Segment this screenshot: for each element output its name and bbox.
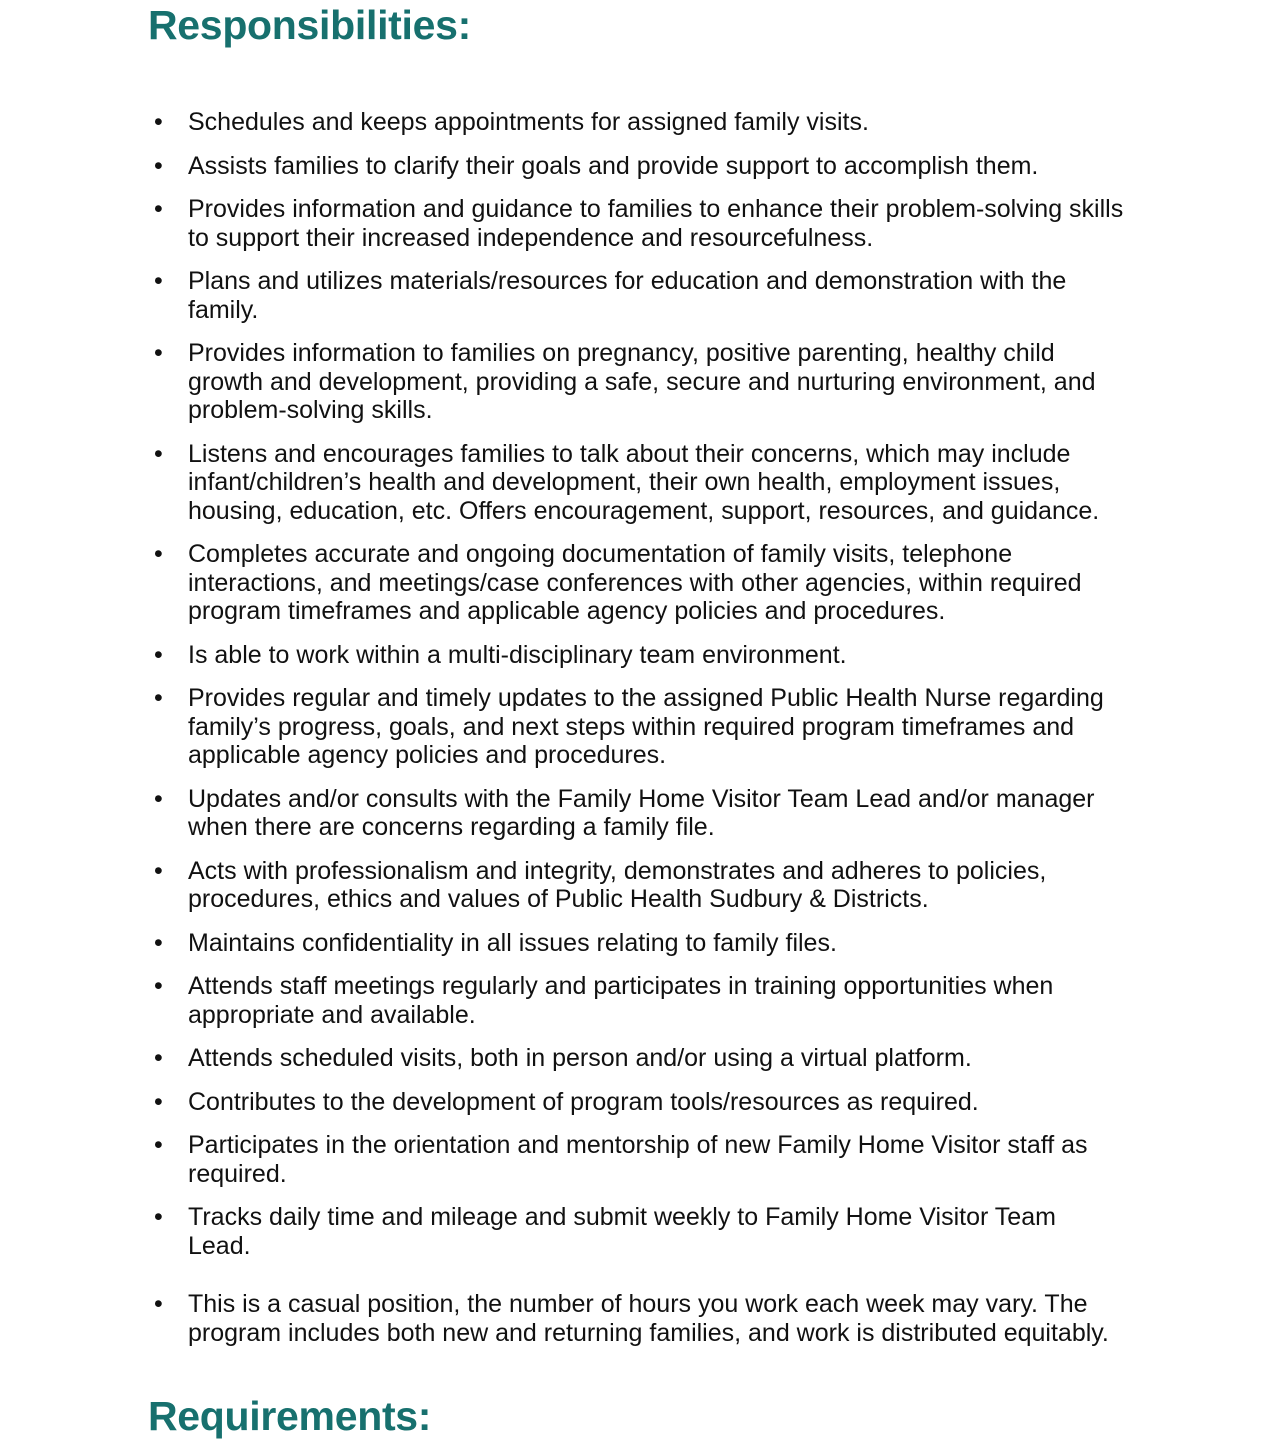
responsibility-list-item xyxy=(0,785,1275,842)
bullet-icon xyxy=(154,929,168,958)
bullet-icon xyxy=(154,1131,168,1160)
responsibility-list-item xyxy=(0,929,1275,958)
responsibility-text: Listens and encourages families to talk about their concerns, which may include infant/children’s health and development, their own health, employment issues, housing, education, etc. Offers encouragement, support, resources, and guidance. xyxy=(188,439,1100,525)
bullet-icon xyxy=(154,785,168,814)
responsibility-text: Plans and utilizes materials/resources for education and demonstration with the family. xyxy=(188,267,1067,324)
responsibility-text: Acts with professionalism and integrity, demonstrates and adheres to policies, procedures, ethics and values of Public Health Sudbury & Districts. xyxy=(188,856,1047,913)
responsibility-text: Maintains confidentiality in all issues relating to family files. xyxy=(188,928,837,957)
responsibility-list-item xyxy=(0,540,1275,626)
responsibility-text: Contributes to the development of program tools/resources as required. xyxy=(188,1087,979,1116)
responsibility-list-item xyxy=(0,641,1275,670)
responsibility-text: This is a casual position, the number of hours you work each week may vary. The program includes both new and returning families, and work is distributed equitably. xyxy=(188,1290,1109,1347)
requirements-heading: Requirements: xyxy=(148,1393,432,1439)
bullet-icon xyxy=(154,440,168,469)
responsibility-list-item xyxy=(0,684,1275,770)
responsibility-list-item xyxy=(0,152,1275,181)
responsibility-list-item xyxy=(0,108,1275,137)
bullet-icon xyxy=(154,339,168,368)
bullet-icon xyxy=(154,152,168,181)
responsibility-list-item xyxy=(0,267,1275,324)
responsibility-text: Provides information to families on pregnancy, positive parenting, healthy child growth and development, providing a safe, secure and nurturing environment, and problem-solving skills. xyxy=(188,339,1096,424)
responsibility-text: Provides information and guidance to families to enhance their problem-solving skills to support their increased independence and resourcefulness. xyxy=(188,195,1124,252)
bullet-icon xyxy=(154,267,168,296)
responsibility-text: Participates in the orientation and mentorship of new Family Home Visitor staff as required. xyxy=(188,1131,1088,1188)
responsibility-text: Schedules and keeps appointments for assigned family visits. xyxy=(188,108,869,136)
bullet-icon xyxy=(154,684,168,713)
responsibility-list-item xyxy=(0,440,1275,526)
bullet-icon xyxy=(154,641,168,670)
responsibility-list-item xyxy=(0,1203,1275,1260)
responsibility-list-item xyxy=(0,857,1275,914)
responsibility-text: Is able to work within a multi-disciplinary team environment. xyxy=(188,640,847,669)
bullet-icon xyxy=(154,108,168,137)
bullet-icon xyxy=(154,1290,168,1319)
bullet-icon xyxy=(154,540,168,569)
responsibility-text: Completes accurate and ongoing documentation of family visits, telephone interactions, and meetings/case conferences with other agencies, within required program timeframes and applicable agency policies and procedures. xyxy=(188,540,1082,625)
responsibility-text: Attends scheduled visits, both in person and/or using a virtual platform. xyxy=(188,1044,972,1072)
bullet-icon xyxy=(154,972,168,1001)
responsibility-list-item xyxy=(0,1088,1275,1117)
bullet-icon xyxy=(154,1203,168,1232)
bullet-icon xyxy=(154,195,168,224)
responsibility-list-item xyxy=(0,1044,1275,1073)
responsibility-text: Provides regular and timely updates to the assigned Public Health Nurse regarding family’s progress, goals, and next steps within required program timeframes and applicable agency policies and procedures. xyxy=(188,684,1104,769)
bullet-icon xyxy=(154,1044,168,1073)
responsibility-list-item xyxy=(0,1131,1275,1188)
responsibilities-bullet-list xyxy=(0,108,1275,1347)
responsibility-text: Attends staff meetings regularly and participates in training opportunities when appropriate and available. xyxy=(188,972,1054,1029)
responsibility-list-item xyxy=(0,195,1275,252)
responsibility-list-item xyxy=(0,972,1275,1029)
responsibility-text: Updates and/or consults with the Family Home Visitor Team Lead and/or manager when there are concerns regarding a family file. xyxy=(188,784,1095,841)
responsibility-list-item xyxy=(0,1290,1275,1347)
responsibility-text: Assists families to clarify their goals and provide support to accomplish them. xyxy=(188,151,1039,180)
bullet-icon xyxy=(154,857,168,886)
responsibilities-heading: Responsibilities: xyxy=(148,2,471,48)
bullet-icon xyxy=(154,1088,168,1117)
responsibility-list-item xyxy=(0,339,1275,425)
responsibility-text: Tracks daily time and mileage and submit weekly to Family Home Visitor Team Lead. xyxy=(188,1203,1056,1260)
